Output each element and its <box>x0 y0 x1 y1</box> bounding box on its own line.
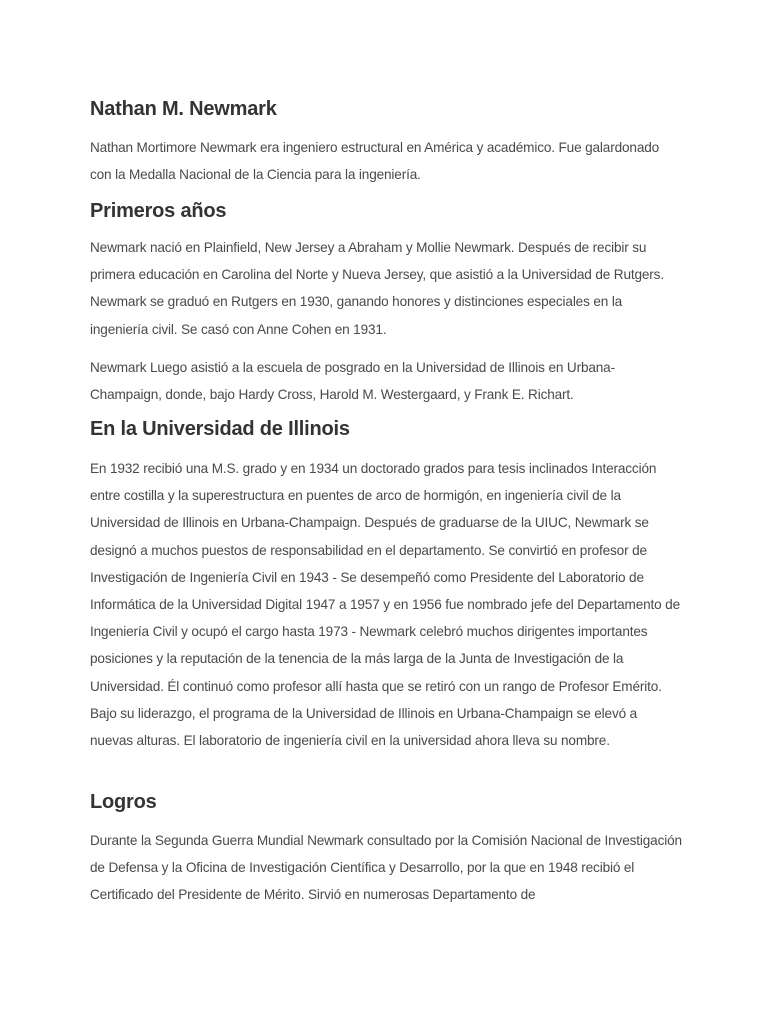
section-heading-primeros-anos: Primeros años <box>90 200 227 222</box>
section-paragraph: En 1932 recibió una M.S. grado y en 1934 un doctorado grados para tesis inclinados Interacción entre costilla y la superestructura en puentes de arco de hormigón, en ingeniería civil de la Universidad de Illinois en Urbana-Champaign. Después de graduarse de la UIUC, Newmark se designó a muchos puestos de responsabilidad en el departamento. Se convirtió en profesor de Investigación de Ingeniería Civil en 1943 - Se desempeñó como Presidente del Laboratorio de Informática de la Universidad Digital 1947 a 1957 y en 1956 fue nombrado jefe del Departamento de Ingeniería Civil y ocupó el cargo hasta 1973 - Newmark celebró muchos dirigentes importantes posiciones y la reputación de la tenencia de la más larga de la Junta de Investigación de la Universidad. Él continuó como profesor allí hasta que se retiró con un rango de Profesor Emérito. Bajo su liderazgo, el programa de la Universidad de Illinois en Urbana-Champaign se elevó a nuevas alturas. El laboratorio de ingeniería civil en la universidad ahora lleva su nombre. <box>90 461 681 749</box>
intro-paragraph: Nathan Mortimore Newmark era ingeniero estructural en América y académico. Fue galardonado con la Medalla Nacional de la Ciencia para la ingeniería. <box>90 140 660 183</box>
section-heading-logros: Logros <box>90 791 157 813</box>
page-title: Nathan M. Newmark <box>90 98 277 120</box>
section-paragraph: Newmark Luego asistió a la escuela de posgrado en la Universidad de Illinois en Urbana-Champaign, donde, bajo Hardy Cross, Harold M. Westergaard, y Frank E. Richart. <box>90 360 615 403</box>
section-paragraph: Durante la Segunda Guerra Mundial Newmark consultado por la Comisión Nacional de Investigación de Defensa y la Oficina de Investigación Científica y Desarrollo, por la que en 1948 recibió el Certificado del Presidente de Mérito. Sirvió en numerosas Departamento de <box>90 833 682 903</box>
section-heading-universidad-illinois: En la Universidad de Illinois <box>90 418 350 440</box>
section-paragraph: Newmark nació en Plainfield, New Jersey a Abraham y Mollie Newmark. Después de recibir su primera educación en Carolina del Norte y Nueva Jersey, que asistió a la Universidad de Rutgers. Newmark se graduó en Rutgers en 1930, ganando honores y distinciones especiales en la ingeniería civil. Se casó con Anne Cohen en 1931. <box>90 240 664 337</box>
